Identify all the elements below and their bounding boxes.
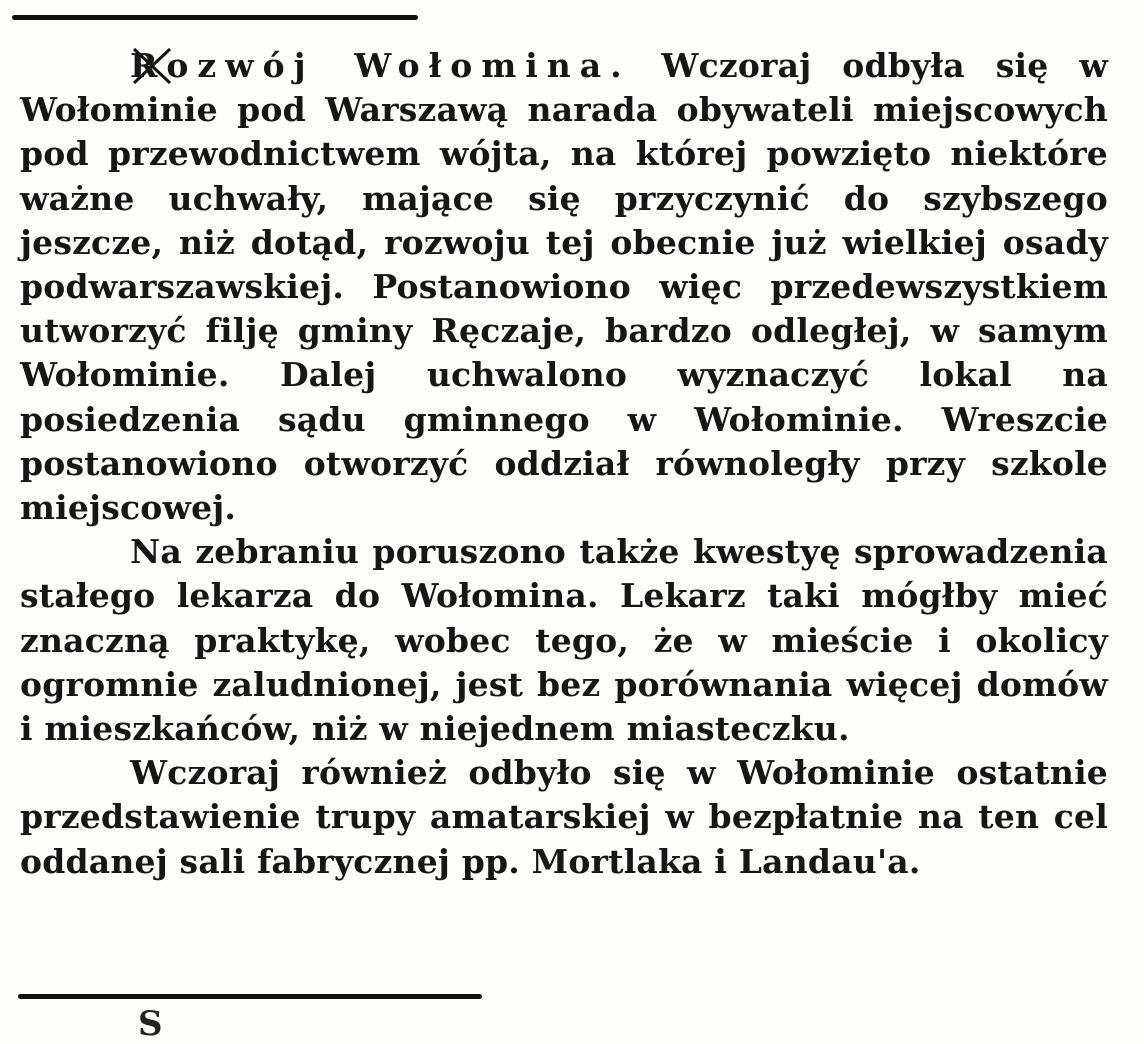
paragraph-1-text: Wczoraj odbyła się w Wołominie pod Warszawą narada obywateli miejscowych pod przewodnictwem wójta, na której powzięto niektóre ważne uchwały, mające się przyczynić do szybszego jeszcze, niż dotąd, rozwoju tej obecnie już wielkiej osady podwarszawskiej. Postanowiono więc przedewszystkiem utworzyć filję gminy Ręczaje, bardzo odległej, w samym Wołominie. Dalej uchwalono wyznaczyć lokal na posiedzenia sądu gminnego w Wołominie. Wreszcie postanowiono otworzyć oddział równoległy przy szkole miejscowej.: [20, 46, 1108, 528]
next-article-fragment: S: [138, 1004, 171, 1044]
article-paragraph-3: Wczoraj również odbyło się w Wołominie ostatnie przedstawienie trupy amatarskiej w bezpłatnie na ten cel oddanej sali fabrycznej pp. Mortlaka i Landau'a.: [20, 753, 1108, 881]
article-paragraph-2: Na zebraniu poruszono także kwestyę sprowadzenia stałego lekarza do Wołomina. Lekarz taki mógłby mieć znaczną praktykę, wobec tego, że w mieście i okolicy ogromnie zaludnionej, jest bez porównania więcej domów i mieszkańców, niż w niejednem miasteczku.: [20, 532, 1108, 749]
top-separator-rule: [12, 15, 418, 20]
news-article: [20, 44, 1108, 884]
article-paragraph-1: [20, 44, 1108, 530]
article-headline: Rozwój Wołomina.: [130, 46, 631, 85]
bottom-separator-rule: [18, 994, 482, 999]
